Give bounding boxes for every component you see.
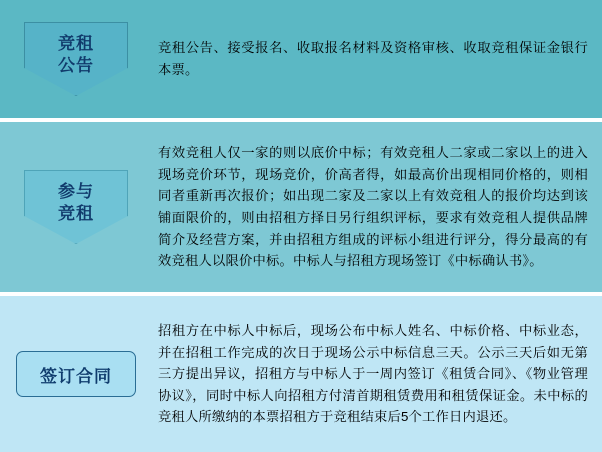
down-arrow-shape-1: [24, 22, 128, 96]
stage-label-cell-3: [0, 296, 152, 452]
rounded-rect-shape-3: [16, 351, 136, 397]
stage-label-1-line2: 公告: [58, 55, 94, 75]
stage-description-3: 招租方在中标人中标后，现场公布中标人姓名、中标价格、中标业态，并在招租工作完成的次日于现场公示中标信息三天。公示三天后如无第三方提出异议，招租方与中标人于一周内签订《租赁合同》、《物业管理协议》，同时中标人向招租方付清首期租赁费用和租赁保证金。未中标的竞租人所缴纳的本票招租方于竞租结束后5个工作日内退还。: [158, 323, 588, 425]
flow-row-announcement: [0, 0, 602, 118]
stage-text-cell-3: [152, 316, 602, 432]
stage-label-1: [58, 33, 94, 76]
stage-label-2: [58, 181, 94, 224]
stage-text-cell-1: [152, 33, 602, 84]
stage-label-2-line1: 参与: [58, 182, 94, 202]
flow-row-participation: [0, 122, 602, 292]
stage-label-cell-2: [0, 122, 152, 292]
down-arrow-shape-2: [24, 170, 128, 244]
stage-label-cell-1: [0, 0, 152, 118]
stage-description-2: 有效竞租人仅一家的则以底价中标；有效竞租人二家或二家以上的进入现场竞价环节，现场竞价，价高者得，如最高价出现相同价格的，则相同者重新再次报价；如出现二家及二家以上有效竞租人的报价均达到该铺面限价的，则由招租方择日另行组织评标，要求有效竞租人提供品牌简介及经营方案，并由招租方组成的评标小组进行评分，得分最高的有效竞租人以限价中标。中标人与招租方现场签订《中标确认书》。: [158, 145, 588, 269]
stage-description-1: 竞租公告、接受报名、收取报名材料及资格审核、收取竞租保证金银行本票。: [158, 40, 588, 77]
flow-row-contract: [0, 296, 602, 452]
stage-label-3: 签订合同: [40, 366, 112, 386]
stage-label-1-line1: 竞租: [58, 34, 94, 54]
stage-label-2-line2: 竞租: [58, 203, 94, 223]
stage-text-cell-2: [152, 138, 602, 275]
